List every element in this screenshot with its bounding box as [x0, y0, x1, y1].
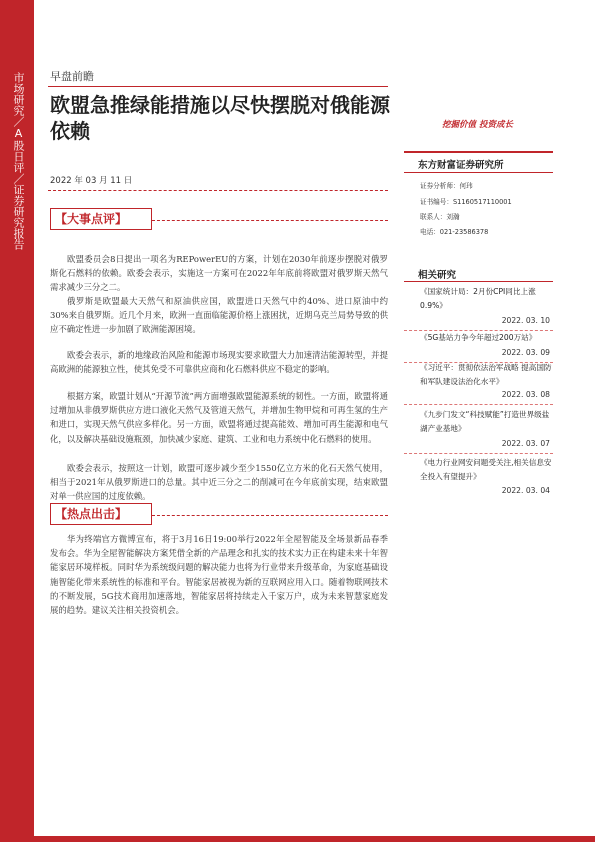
section-rule: [152, 515, 388, 516]
paragraph: 俄罗斯是欧盟最大天然气和原油供应国，欧盟进口天然气中约40%、进口原油中约30%来自俄罗斯。近几个月来，欧洲一直面临能源价格上涨困扰，近期乌克兰局势导致的供应不确定性进一步加剧了欧洲能源困境。: [50, 296, 388, 335]
divider: [404, 453, 553, 454]
related-research-title: 相关研究: [418, 270, 457, 281]
company-name: 东方财富证券研究所: [418, 160, 504, 171]
section-rule: [152, 220, 388, 221]
side-label: 市场研究／A股日评／证券研究报告: [12, 72, 25, 250]
paragraph: 华为终端官方微博宣布，将于3月16日19:00举行2022年全屋智能及全场景新品春季发布会。华为全屋智能解决方案凭借全新的产品理念和扎实的技术实力正在构建未来十年智能家居环境样板。同时华为系统级问题的解决能力也将为行业带来升级革命，为家庭基础设施智能化带来系统性的标准和平台。智能家居被视为新的互联网应用入口。随着物联网技术的不断发展，5G技术商用加速落地，智能家居将持续走入千家万户，成为未来智慧家庭发展的趋势。建议关注相关投资机会。: [50, 534, 388, 616]
left-side-bar: [0, 0, 34, 842]
related-item-link[interactable]: 《九步门发文“科技赋能”打造世界级盐湖产业基地》: [420, 410, 550, 433]
related-item-link[interactable]: 《国家统计局：2月份CPI同比上涨0.9%》: [420, 287, 536, 310]
section-heading-news: 【大事点评】: [50, 208, 152, 230]
phone-info: 电话：021-23586378: [420, 228, 489, 236]
page-title: 欧盟急推绿能措施以尽快摆脱对俄能源依赖: [50, 93, 390, 143]
sidebar-rule: [404, 151, 553, 153]
paragraph: 欧盟委员会8日提出一项名为REPowerEU的方案，计划在2030年前逐步摆脱对俄罗斯化石燃料的依赖。欧委会表示，实施这一方案可在2022年年底前将欧盟对俄罗斯天然气需求减少三分之二。: [50, 254, 388, 293]
divider: [404, 404, 553, 405]
sidebar-rule: [404, 172, 553, 173]
report-date: 2022 年 03 月 11 日: [50, 176, 133, 186]
footer-bar: [34, 836, 595, 842]
paragraph: 欧委会表示，新的地缘政治风险和能源市场现实要求欧盟大力加速清洁能源转型，并提高欧洲的能源独立性，使其免受不可靠供应商和化石燃料供应不稳定的影响。: [50, 350, 388, 375]
related-item-date: 2022. 03. 04: [501, 486, 550, 495]
series-label: 早盘前瞻: [50, 70, 94, 83]
related-item-date: 2022. 03. 10: [501, 316, 550, 325]
header-rule: [48, 86, 388, 87]
sidebar-rule: [404, 281, 553, 282]
contact-info: 联系人：刘瀚: [420, 213, 460, 221]
date-divider: [48, 190, 388, 191]
related-item-link[interactable]: 《习近平：贯彻依法治军战略 提高国防和军队建设法治化水平》: [420, 363, 552, 386]
paragraph: 根据方案，欧盟计划从“开源节流”两方面增强欧盟能源系统的韧性。一方面，欧盟将通过增加从非俄罗斯供应方进口液化天然气及管道天然气，并增加生物甲烷和可再生氢的生产和进口，实现天然气供应多样化。另一方面，欧盟将通过提高能效、增加可再生能源和电气化，以及解决基础设施瓶颈，加快减少家庭、建筑、工业和电力系统中化石燃料的使用。: [50, 391, 388, 444]
related-item-date: 2022. 03. 07: [501, 439, 550, 448]
slogan: 挖掘价值 投资成长: [442, 120, 513, 130]
related-item-date: 2022. 03. 08: [501, 390, 550, 399]
analyst-info: 证券分析师：何玮: [420, 182, 473, 190]
related-item-date: 2022. 03. 09: [501, 348, 550, 357]
related-item-link[interactable]: 《5G基站力争今年超过200万站》: [420, 333, 537, 342]
related-item-link[interactable]: 《电力行业网安问题受关注,相关信息安全投入有望提升》: [420, 458, 552, 481]
paragraph: 欧委会表示，按照这一计划，欧盟可逐步减少至少1550亿立方米的化石天然气使用，相当于2021年从俄罗斯进口的总量。其中近三分之二的削减可在今年底前实现，结束欧盟对单一供应国的过度依赖。: [50, 463, 388, 502]
section-heading-hotspot: 【热点出击】: [50, 503, 152, 525]
certificate-info: 证书编号：S1160517110001: [420, 198, 512, 206]
